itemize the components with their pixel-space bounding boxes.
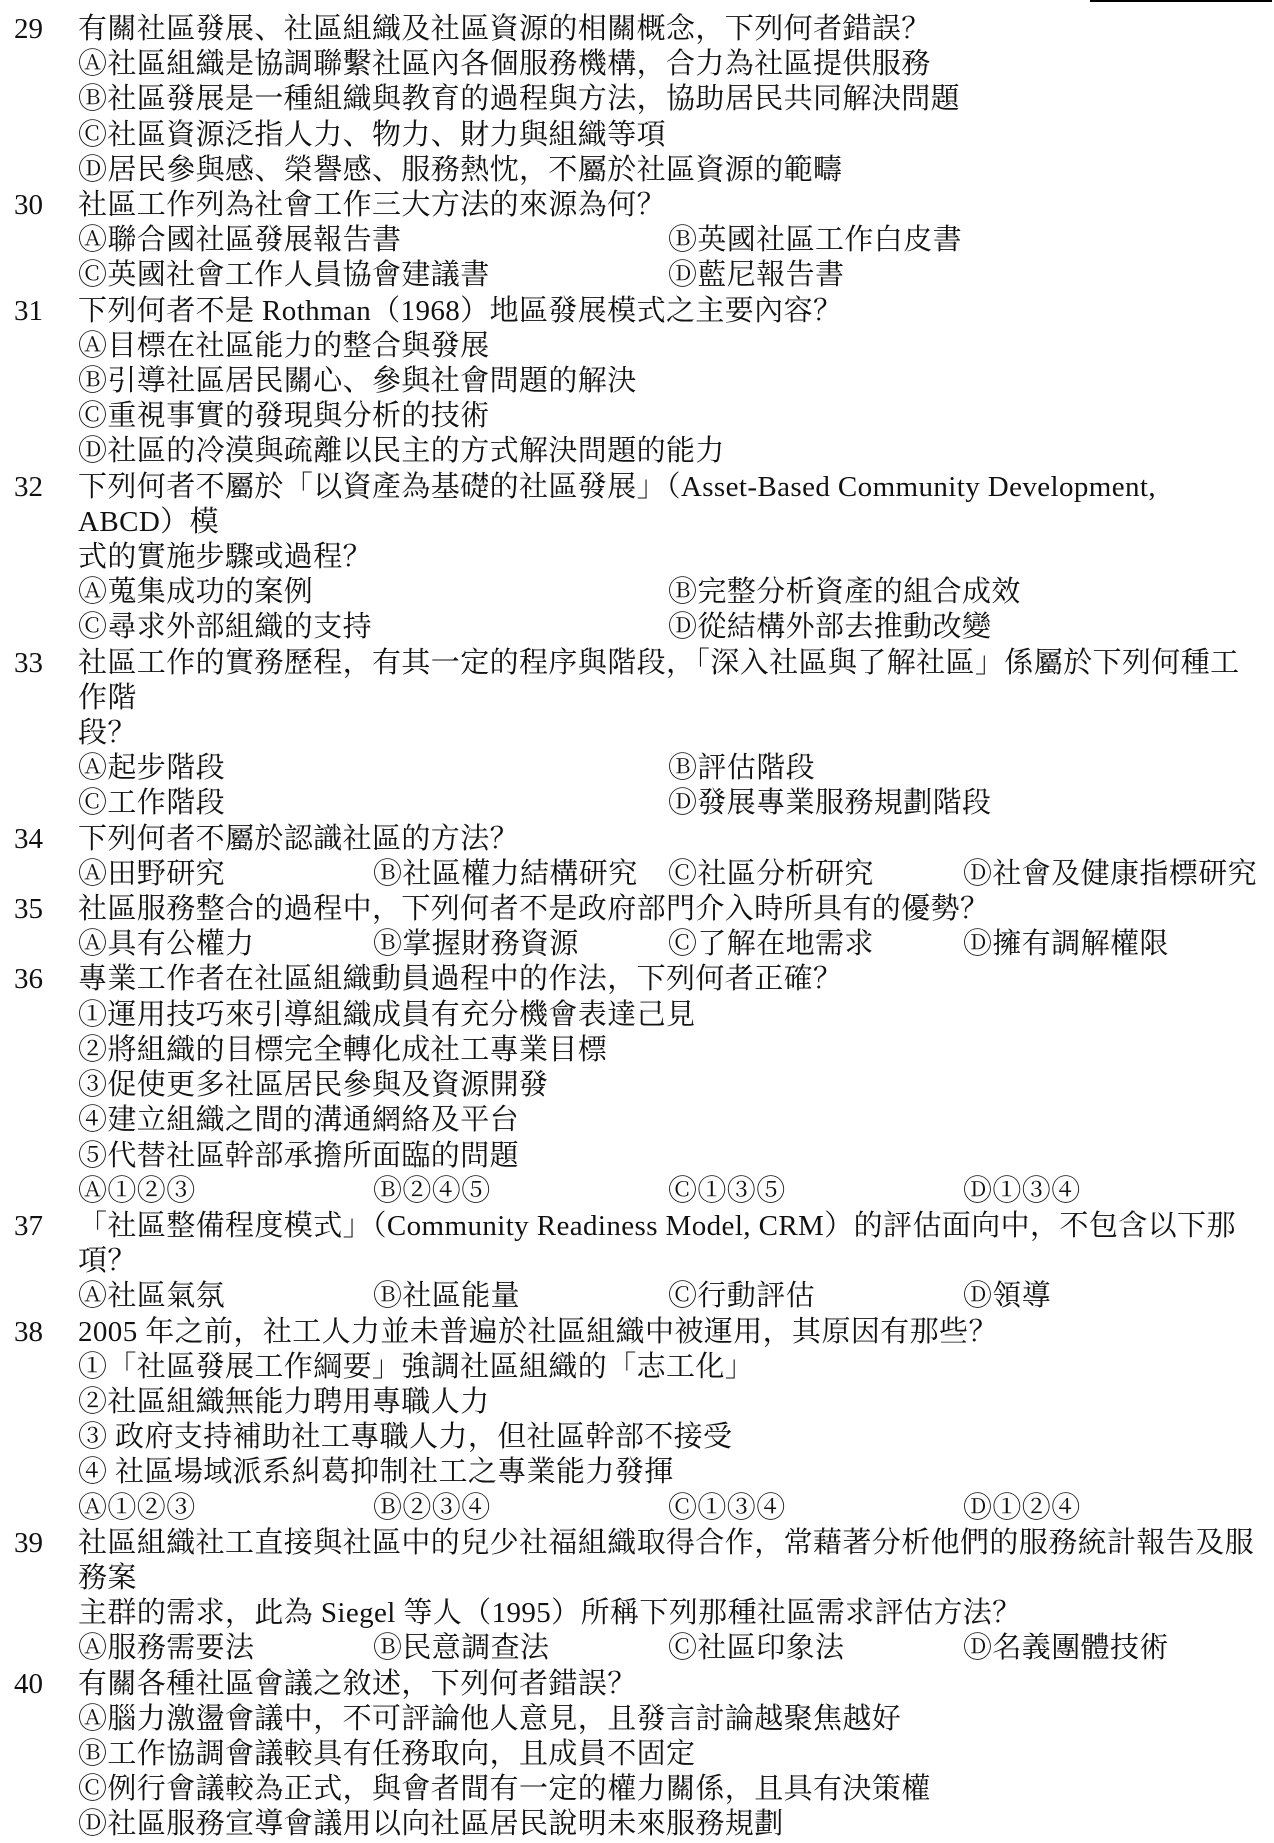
option-c: Ⓒ社區分析研究 xyxy=(668,857,874,890)
statement-item: ④建立組織之間的溝通網絡及平台 xyxy=(78,1104,520,1137)
question-number: 34 xyxy=(14,822,43,855)
option-c: Ⓒ①③④ xyxy=(668,1491,786,1524)
question-number: 35 xyxy=(14,893,43,926)
statement-item: ②社區組織無能力聘用專職人力 xyxy=(78,1385,490,1418)
statement-item: ②將組織的目標完全轉化成社工專業目標 xyxy=(78,1033,608,1066)
option-a: Ⓐ起步階段 xyxy=(78,752,226,785)
question-number: 31 xyxy=(14,294,43,327)
question-36 xyxy=(0,962,1274,1208)
option-a: Ⓐ①②③ xyxy=(78,1174,196,1207)
option-row xyxy=(78,1174,1274,1209)
option-row xyxy=(78,927,1274,962)
question-number: 29 xyxy=(14,13,43,45)
option-row xyxy=(78,610,1274,645)
statement-item: ⑤代替社區幹部承擔所面臨的問題 xyxy=(78,1139,520,1172)
statement-item: ①運用技巧來引導組織成員有充分機會表達己見 xyxy=(78,998,696,1031)
option-d: Ⓓ社區服務宣導會議用以向社區居民說明未來服務規劃 xyxy=(78,1808,784,1841)
option-row xyxy=(78,786,1274,821)
option-row xyxy=(78,751,1274,786)
statement-item: ③ 政府支持補助社工專職人力，但社區幹部不接受 xyxy=(78,1421,733,1454)
option-b: Ⓑ掌握財務資源 xyxy=(373,928,579,961)
question-stem: 「社區整備程度模式」（Community Readiness Model, CRM）的評估面向中，不包含以下那項？ xyxy=(78,1209,1236,1278)
question-number: 33 xyxy=(14,646,43,679)
option-b: Ⓑ②③④ xyxy=(373,1491,491,1524)
question-stem: 社區組織社工直接與社區中的兒少社福組織取得合作，常藉著分析他們的服務統計報告及服務案 xyxy=(78,1526,1255,1594)
question-34 xyxy=(0,822,1274,892)
option-d: Ⓓ社會及健康指標研究 xyxy=(963,857,1258,890)
option-a: Ⓐ社區氣氛 xyxy=(78,1280,226,1313)
option-d: Ⓓ社區的冷漠與疏離以民主的方式解決問題的能力 xyxy=(78,435,725,468)
question-number: 40 xyxy=(14,1667,43,1700)
question-32 xyxy=(0,470,1274,646)
question-stem: 下列何者不屬於認識社區的方法？ xyxy=(78,822,520,855)
question-stem-continued: 段？ xyxy=(78,717,137,750)
option-a: Ⓐ具有公權力 xyxy=(78,928,255,961)
question-stem: 社區工作的實務歷程，有其一定的程序與階段，「深入社區與了解社區」係屬於下列何種工作階 xyxy=(78,646,1240,714)
question-stem-continued: 式的實施步驟或過程？ xyxy=(78,541,373,574)
option-row xyxy=(78,1631,1274,1666)
option-c: Ⓒ了解在地需求 xyxy=(668,928,874,961)
question-39 xyxy=(0,1526,1274,1667)
question-40 xyxy=(0,1667,1274,1843)
option-row xyxy=(78,1491,1274,1526)
option-d: Ⓓ擁有調解權限 xyxy=(963,928,1169,961)
option-a: Ⓐ田野研究 xyxy=(78,857,226,890)
option-a: Ⓐ服務需要法 xyxy=(78,1632,255,1665)
statement-item: ③促使更多社區居民參與及資源開發 xyxy=(78,1069,549,1102)
question-number: 39 xyxy=(14,1526,43,1559)
option-a: Ⓐ腦力激盪會議中，不可評論他人意見，且發言討論越聚焦越好 xyxy=(78,1702,902,1735)
option-b: Ⓑ英國社區工作白皮書 xyxy=(668,224,963,257)
question-35 xyxy=(0,892,1274,962)
question-stem: 有關社區發展、社區組織及社區資源的相關概念，下列何者錯誤？ xyxy=(78,13,931,45)
option-d: Ⓓ發展專業服務規劃階段 xyxy=(668,787,992,820)
question-30 xyxy=(0,188,1274,294)
question-stem: 2005 年之前，社工人力並未普遍於社區組織中被運用，其原因有那些？ xyxy=(78,1315,998,1348)
option-a: Ⓐ目標在社區能力的整合與發展 xyxy=(78,329,490,362)
question-number: 36 xyxy=(14,963,43,996)
question-number: 32 xyxy=(14,470,43,503)
option-b: Ⓑ引導社區居民關心、參與社會問題的解決 xyxy=(78,365,637,398)
exam-page xyxy=(0,12,1274,1843)
option-a: Ⓐ①②③ xyxy=(78,1491,196,1524)
question-29 xyxy=(0,12,1274,188)
option-d: Ⓓ居民參與感、榮譽感、服務熱忱，不屬於社區資源的範疇 xyxy=(78,153,843,186)
option-d: Ⓓ藍尼報告書 xyxy=(668,259,845,292)
option-c: Ⓒ行動評估 xyxy=(668,1280,816,1313)
option-c: Ⓒ社區資源泛指人力、物力、財力與組織等項 xyxy=(78,118,667,151)
question-stem: 社區服務整合的過程中，下列何者不是政府部門介入時所具有的優勢？ xyxy=(78,893,990,926)
question-number: 37 xyxy=(14,1209,43,1242)
option-row xyxy=(78,857,1274,892)
question-31 xyxy=(0,294,1274,470)
question-stem: 下列何者不屬於「以資產為基礎的社區發展」（Asset-Based Community Development, ABCD）模 xyxy=(78,470,1157,538)
option-b: Ⓑ工作協調會議較具有任務取向，且成員不固定 xyxy=(78,1737,696,1770)
option-b: Ⓑ民意調查法 xyxy=(373,1632,550,1665)
question-stem-continued: 主群的需求，此為 Siegel 等人（1995）所稱下列那種社區需求評估方法？ xyxy=(78,1597,1022,1630)
question-stem: 下列何者不是 Rothman（1968）地區發展模式之主要內容？ xyxy=(78,294,843,327)
option-c: Ⓒ①③⑤ xyxy=(668,1174,786,1207)
option-d: Ⓓ領導 xyxy=(963,1280,1052,1313)
option-row xyxy=(78,575,1274,610)
question-number: 38 xyxy=(14,1315,43,1348)
option-a: Ⓐ社區組織是協調聯繫社區內各個服務機構，合力為社區提供服務 xyxy=(78,48,931,81)
option-c: Ⓒ工作階段 xyxy=(78,787,226,820)
option-d: Ⓓ從結構外部去推動改變 xyxy=(668,611,992,644)
option-row xyxy=(78,1279,1274,1314)
option-row xyxy=(78,258,1274,293)
option-row xyxy=(78,223,1274,258)
question-stem: 社區工作列為社會工作三大方法的來源為何？ xyxy=(78,189,667,222)
option-b: Ⓑ社區權力結構研究 xyxy=(373,857,638,890)
option-d: Ⓓ①③④ xyxy=(963,1174,1081,1207)
option-c: Ⓒ英國社會工作人員協會建議書 xyxy=(78,259,490,292)
option-a: Ⓐ聯合國社區發展報告書 xyxy=(78,224,402,257)
option-c: Ⓒ尋求外部組織的支持 xyxy=(78,611,373,644)
option-d: Ⓓ①②④ xyxy=(963,1491,1081,1524)
question-stem: 有關各種社區會議之敘述，下列何者錯誤？ xyxy=(78,1667,637,1700)
option-b: Ⓑ評估階段 xyxy=(668,752,816,785)
question-stem: 專業工作者在社區組織動員過程中的作法，下列何者正確？ xyxy=(78,963,843,996)
option-b: Ⓑ②④⑤ xyxy=(373,1174,491,1207)
option-a: Ⓐ蒐集成功的案例 xyxy=(78,576,314,609)
option-c: Ⓒ社區印象法 xyxy=(668,1632,845,1665)
statement-item: ④ 社區場域派系糾葛抑制社工之專業能力發揮 xyxy=(78,1456,674,1489)
option-b: Ⓑ社區能量 xyxy=(373,1280,521,1313)
question-number: 30 xyxy=(14,189,43,222)
question-37 xyxy=(0,1209,1274,1315)
option-c: Ⓒ例行會議較為正式，與會者間有一定的權力關係，且具有決策權 xyxy=(78,1773,931,1806)
statement-item: ①「社區發展工作綱要」強調社區組織的「志工化」 xyxy=(78,1350,755,1383)
option-c: Ⓒ重視事實的發現與分析的技術 xyxy=(78,400,490,433)
question-38 xyxy=(0,1315,1274,1526)
option-d: Ⓓ名義團體技術 xyxy=(963,1632,1169,1665)
option-b: Ⓑ完整分析資產的組合成效 xyxy=(668,576,1021,609)
header-rule xyxy=(1090,0,1272,2)
option-b: Ⓑ社區發展是一種組織與教育的過程與方法，協助居民共同解決問題 xyxy=(78,83,961,116)
question-33 xyxy=(0,646,1274,822)
